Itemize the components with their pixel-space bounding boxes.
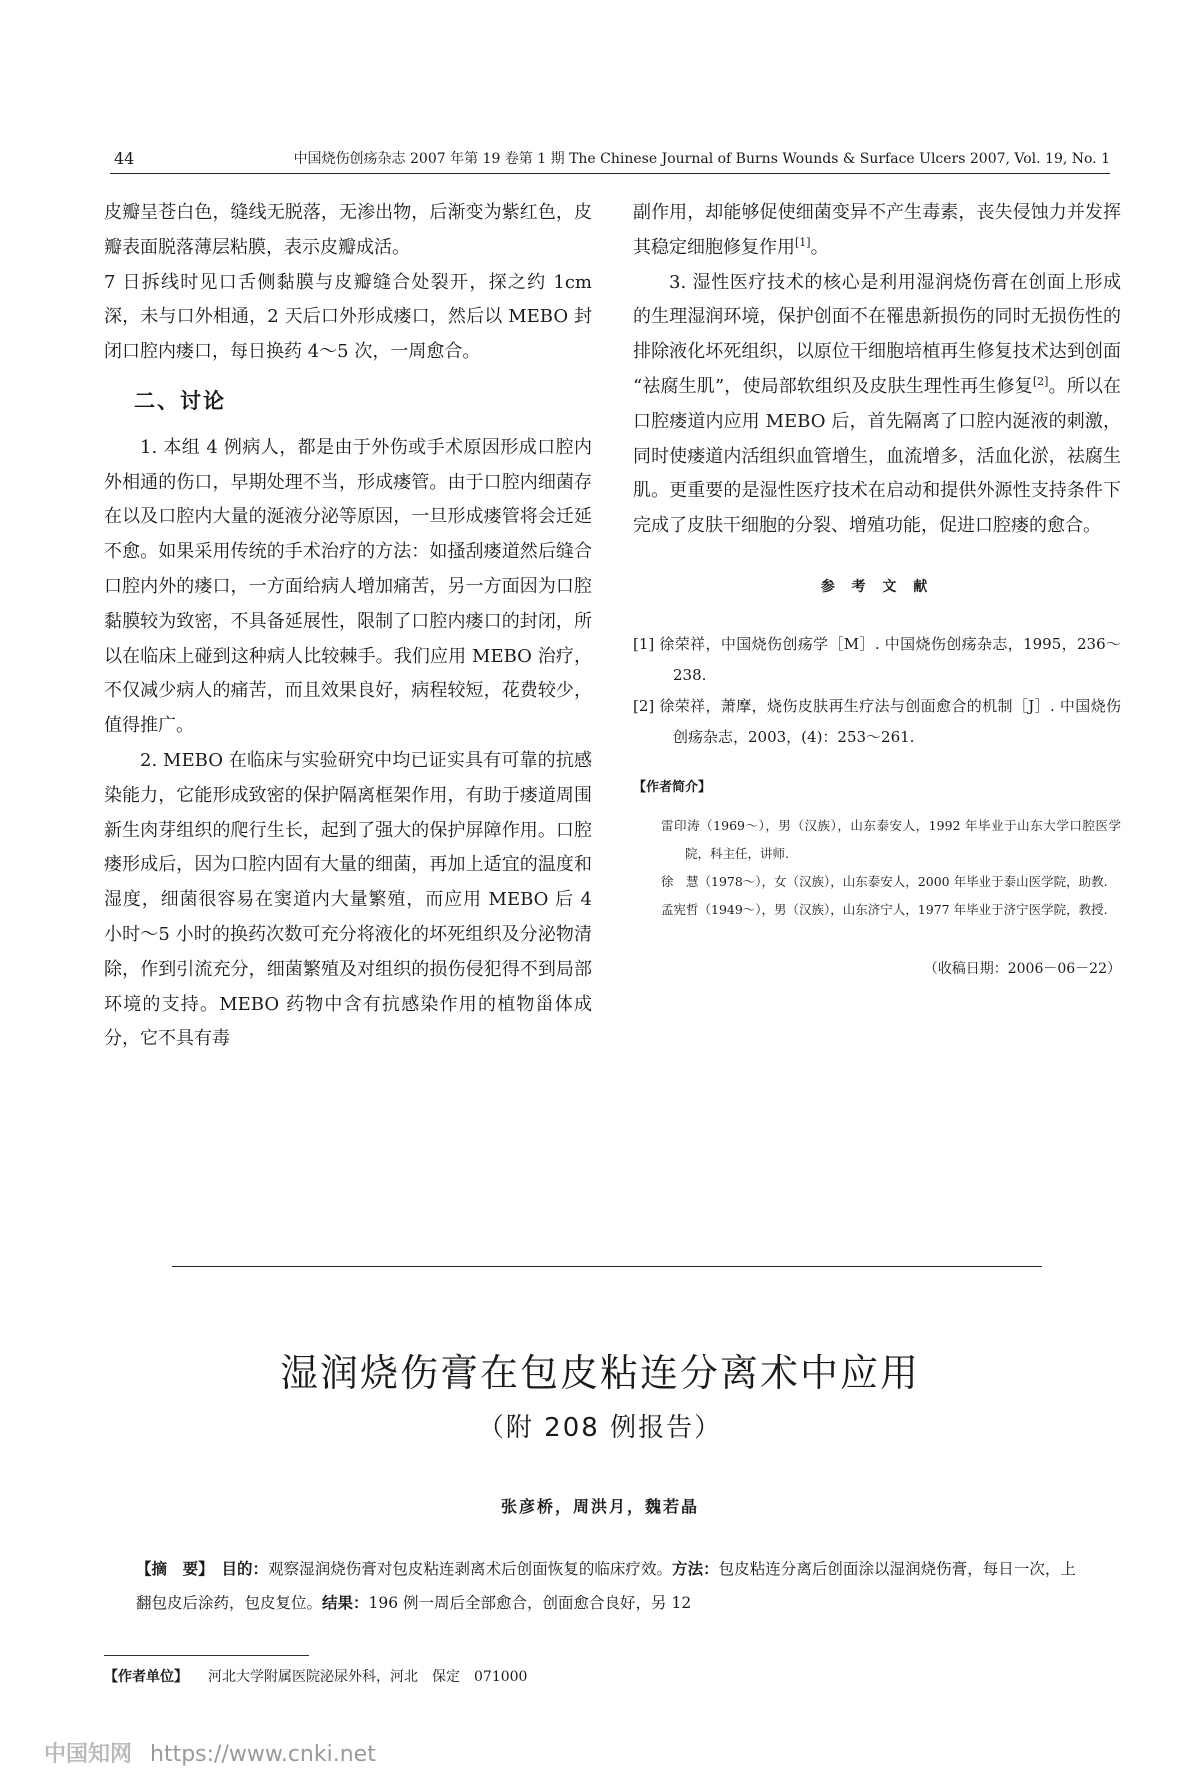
author-bio-heading: 【作者简介】 — [633, 779, 712, 795]
reference-item: [1] 徐荣祥，中国烧伤创疡学［M］. 中国烧伤创疡杂志，1995，236～238. — [633, 634, 1121, 684]
page-number: 44 — [114, 149, 135, 168]
article-title: 湿润烧伤膏在包皮粘连分离术中应用 — [279, 1351, 920, 1395]
citation-ref: [1] — [795, 235, 811, 249]
author-affiliation — [104, 1666, 527, 1686]
author-bio: 徐 慧（1978～），女（汉族），山东泰安人，2000 年毕业于泰山医学院，助教. — [661, 873, 1108, 889]
affiliation-text: 河北大学附属医院泌尿外科，河北 保定 071000 — [208, 1669, 528, 1685]
author-bio: 孟宪哲（1949～），男（汉族），山东济宁人，1977 年毕业于济宁医学院，教授. — [661, 901, 1108, 917]
running-header — [110, 149, 1110, 174]
author-bio: 雷印涛（1969～），男（汉族），山东泰安人，1992 年毕业于山东大学口腔医学院，科主任，讲师. — [661, 817, 1121, 861]
affiliation-label: 【作者单位】 — [104, 1669, 188, 1685]
journal-info: 中国烧伤创疡杂志 2007 年第 19 卷第 1 期 The Chinese Journal of Burns Wounds & Surface Ulcers 2007, Vol. 19, No. 1 — [293, 151, 1110, 167]
article-subtitle: （附 208 例报告） — [477, 1413, 723, 1443]
footnote-rule — [104, 1655, 309, 1656]
abstract-text: 【摘 要】 目的：观察湿润烧伤膏对包皮粘连剥离术后创面恢复的临床疗效。方法：包皮粘连分离后创面涂以湿润烧伤膏，每日一次，上翻包皮后涂药，包皮复位。结果：196 例一周后全部愈合，创面愈合良好，另 12 — [136, 1559, 1076, 1612]
paragraph: 3. 湿性医疗技术的核心是利用湿润烧伤膏在创面上形成的生理湿润环境，保护创面不在罹患新损伤的同时无损伤性的排除液化坏死组织，以原位干细胞培植再生修复技术达到创面 “祛腐生肌”，使局部软组织及皮肤生理性再生修复[2]。所以在口腔瘘道内应用 MEBO 后，首先隔离了口腔内涎液的刺激，同时使瘘道内活组织血管增生，血流增多，活血化淤，祛腐生肌。更重要的是湿性医疗技术在启动和提供外源性支持条件下完成了皮肤干细胞的分裂、增殖功能，促进口腔瘘的愈合。 — [633, 271, 1121, 537]
abstract-label: 【摘 要】 — [136, 1559, 206, 1578]
cnki-watermark — [44, 1737, 376, 1768]
article-authors: 张彦桥，周洪月，魏若晶 — [500, 1497, 699, 1516]
paragraph: 2. MEBO 在临床与实验研究中均已证实具有可靠的抗感染能力，它能形成致密的保护隔离框架作用，有助于瘘道周围新生肉芽组织的爬行生长，起到了强大的保护屏障作用。口腔瘘形成后，因为口腔内固有大量的细菌，再加上适宜的温度和湿度，细菌很容易在窦道内大量繁殖，而应用 MEBO 后 4 小时～5 小时的换药次数可充分将液化的坏死组织及分泌物清除，作到引流充分，细菌繁殖及对组织的损伤侵犯得不到局部环境的支持。MEBO 药物中含有抗感染作用的植物甾体成分，它不具有毒 — [104, 749, 592, 1050]
result-label: 结果： — [322, 1593, 369, 1612]
citation-ref: [2] — [1032, 374, 1049, 388]
paragraph: 副作用，却能够促使细菌变异不产生毒素，丧失侵蚀力并发挥其稳定细胞修复作用[1]。 — [633, 202, 1121, 258]
received-date: （收稿日期：2006－06－22） — [923, 960, 1121, 977]
objective-label: 目的： — [221, 1559, 269, 1578]
section-heading: 二、讨论 — [134, 388, 226, 413]
method-label: 方法： — [672, 1559, 719, 1578]
article-divider — [172, 1266, 1042, 1267]
reference-item: [2] 徐荣祥，萧摩，烧伤皮肤再生疗法与创面愈合的机制［J］. 中国烧伤创疡杂志，2003，(4)：253～261. — [633, 696, 1121, 746]
paragraph: 1. 本组 4 例病人，都是由于外伤或手术原因形成口腔内外相通的伤口，早期处理不当，形成瘘管。由于口腔内细菌存在以及口腔内大量的涎液分泌等原因，一旦形成瘘管将会迁延不愈。如果采用传统的手术治疗的方法：如搔刮瘘道然后缝合口腔内外的瘘口，一方面给病人增加痛苦，另一方面因为口腔黏膜较为致密，不具备延展性，限制了口腔内瘘口的封闭，所以在临床上碰到这种病人比较棘手。我们应用 MEBO 治疗，不仅减少病人的痛苦，而且效果良好，病程较短，花费较少，值得推广。 — [104, 436, 592, 737]
cnki-url: https://www.cnki.net — [150, 1742, 376, 1767]
references-heading: 参 考 文 献 — [820, 578, 934, 595]
right-column — [633, 196, 1121, 986]
left-column — [104, 196, 592, 1057]
cnki-logo: 中国知网 — [44, 1742, 133, 1767]
paragraph: 皮瓣呈苍白色，缝线无脱落，无渗出物，后渐变为紫红色，皮瓣表面脱落薄层粘膜，表示皮瓣成活。 — [104, 202, 592, 258]
abstract — [136, 1552, 1076, 1620]
paragraph: 7 日拆线时见口舌侧黏膜与皮瓣缝合处裂开，探之约 1cm 深，未与口外相通，2 天后口外形成瘘口，然后以 MEBO 封闭口腔内瘘口，每日换药 4～5 次，一周愈合。 — [104, 271, 592, 363]
